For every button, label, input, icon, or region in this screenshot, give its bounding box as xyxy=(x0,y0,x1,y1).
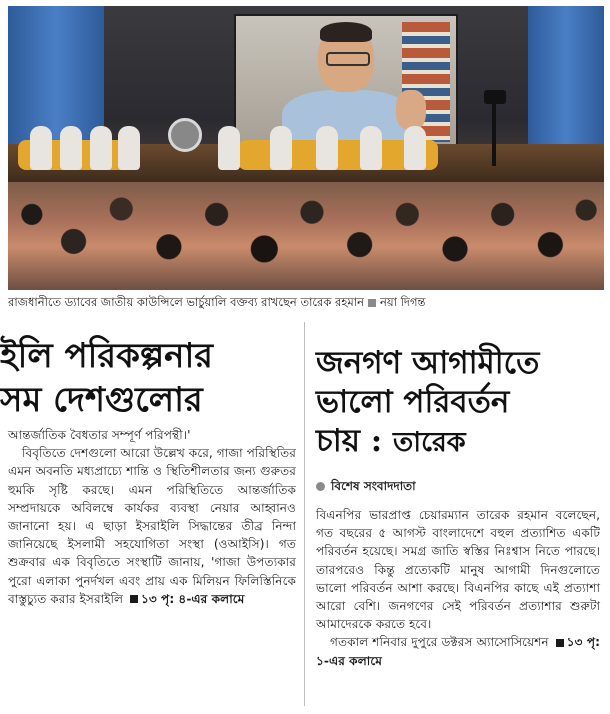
continued-label: ১৩ পৃ: ৪-এর কলামে xyxy=(140,591,245,606)
paragraph-text: গতকাল শনিবার দুপুরে ডক্টরস অ্যাসোসিয়েশন xyxy=(330,635,549,650)
continued-link[interactable] xyxy=(127,592,244,606)
paragraph xyxy=(8,444,296,608)
speaker-hand xyxy=(396,90,426,130)
panelist xyxy=(404,126,426,170)
caption-text: রাজধানীতে ড্যাবের জাতীয় কাউন্সিলে ভার্চুয়ালি বক্তব্য রাখছেন তারেক রহমান xyxy=(8,295,365,309)
panelist xyxy=(316,126,338,170)
byline xyxy=(316,478,596,498)
speaker-glasses xyxy=(326,52,370,66)
fan-icon xyxy=(168,118,202,152)
panelist xyxy=(218,126,240,170)
panelist xyxy=(270,126,292,170)
bullet-icon xyxy=(316,482,325,491)
photo-credit: নয়া দিগন্ত xyxy=(380,295,426,309)
right-headline xyxy=(316,344,606,462)
photo-caption xyxy=(8,294,604,310)
continued-label: ১৩ পৃ: ১-এর কলামে xyxy=(316,635,600,668)
tripod-icon xyxy=(492,96,496,166)
stage-curtain-right xyxy=(528,6,604,146)
speaker-hair xyxy=(320,22,372,42)
panelist xyxy=(30,126,52,170)
right-article-body xyxy=(316,506,600,670)
news-photo xyxy=(8,6,604,290)
right-headline-text: চায় : xyxy=(316,423,383,459)
stage-curtain-left xyxy=(8,6,104,146)
right-headline-line: জনগণ আগামীতে xyxy=(316,345,540,381)
panelist xyxy=(60,126,82,170)
panelist xyxy=(360,126,382,170)
audience xyxy=(8,182,604,290)
left-article-body xyxy=(8,426,296,608)
left-headline xyxy=(0,334,300,422)
right-headline-line: ভালো পরিবর্তন xyxy=(316,384,510,420)
camera-icon xyxy=(484,90,506,104)
paragraph-text: বিবৃতিতে দেশগুলো আরো উল্লেখ করে, গাজা পরিস্থিতির এমন অবনতি মধ্যপ্রাচ্যে শান্তি ও স্থিতিশীলতার জন্য গুরুতর হুমকি সৃষ্টি করছে। এমন পরিস্থিতিতে আন্তর্জাতিক সম্প্রদায়কে অবিলম্বে কার্যকর ব্যবস্থা নেয়ার আহ্বানও জানানো হয়। এ ছাড়া ইসরাইলি সিদ্ধান্তের তীব্র নিন্দা জানিয়েছে ইসলামী সহযোগিতা সংস্থা (ওআইসি)। গত শুক্রবার এক বিবৃতিতে সংস্থাটি জানায়, 'গাজা উপত্যকার পুরো এলাকা পুনর্দখল এবং প্রায় এক মিলিয়ন ফিলিস্তিনিকে বাস্তুচ্যুত করার ইসরাইলি xyxy=(8,446,296,606)
square-bullet-icon xyxy=(368,299,376,307)
square-bullet-icon xyxy=(556,639,564,647)
column-divider xyxy=(304,322,305,706)
byline-text: বিশেষ সংবাদদাতা xyxy=(331,479,416,493)
right-headline-sub: তারেক xyxy=(393,427,466,458)
paragraph: বিএনপির ভারপ্রাপ্ত চেয়ারম্যান তারেক রহমান বলেছেন, গত বছরের ৫ আগস্ট বাংলাদেশে বহুল প্রত্যাশিত একটি পরিবর্তন হয়েছে। সমগ্র জাতি স্বস্তির নিঃশ্বাস নিতে পারছে। তারপরেও কিন্তু প্রত্যেকটি মানুষ আগামী দিনগুলোতে ভালো পরিবর্তন আশা করছে। বিএনপির কাছে এই প্রত্যাশা আরো বেশি। জনগণের সেই পরিবর্তন প্রত্যাশার শুরুটা আমাদেরকে করতে হবে। xyxy=(316,508,600,632)
square-bullet-icon xyxy=(130,595,138,603)
panelist xyxy=(90,126,112,170)
left-headline-line: সম দেশগুলোর xyxy=(0,380,203,420)
left-headline-line: ইলি পরিকল্পনার xyxy=(0,336,214,376)
right-headline-line xyxy=(316,422,606,462)
paragraph: আন্তর্জাতিক বৈধতার সম্পূর্ণ পরিপন্থী।' xyxy=(8,428,191,442)
paragraph xyxy=(316,633,600,669)
panelist xyxy=(118,126,140,170)
